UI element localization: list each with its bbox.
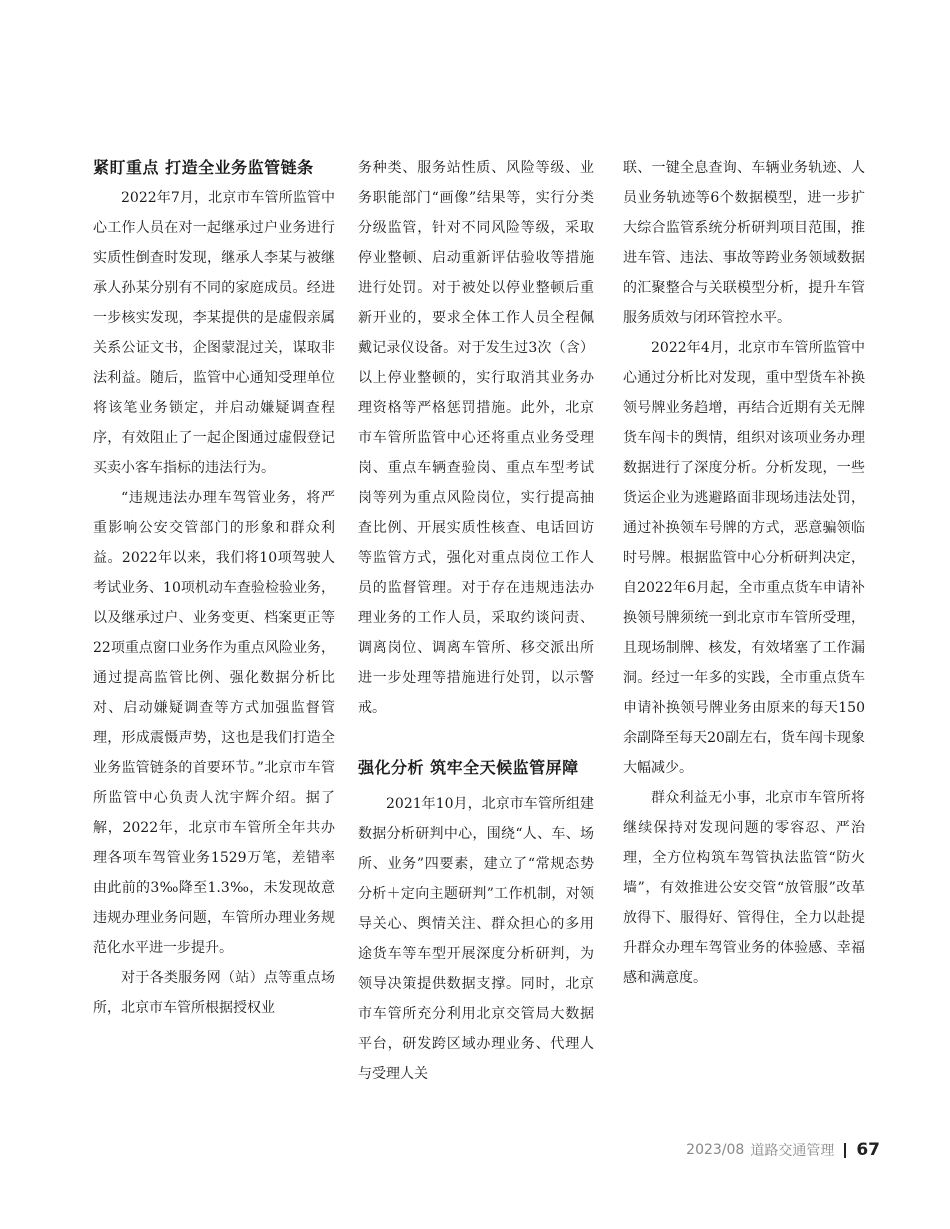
page-number: 67 <box>856 1140 880 1160</box>
paragraph: 对于各类服务网（站）点等重点场所，北京市车管所根据授权业 <box>93 970 335 1016</box>
article-column-3 <box>623 153 865 993</box>
paragraph: 2021年10月，北京市车管所组建数据分析研判中心，围绕“人、车、场所、业务”四要素，建立了“常规态势分析＋定向主题研判”工作机制，对领导关心、舆情关注、群众担心的多用途货车等车型开展深度分析研判，为领导决策提供数据支撑。同时，北京市车管所充分利用北京交管局大数据平台，研发跨区域办理业务、代理人与受理人关 <box>358 796 594 1082</box>
paragraph-continuation: 务种类、服务站性质、风险等级、业务职能部门“画像”结果等，实行分类分级监管，针对不同风险等级，采取停业整顿、启动重新评估验收等措施进行处罚。对于被处以停业整顿后重新开业的，要求全体工作人员全程佩戴记录仪设备。对于发生过3次（含）以上停业整顿的，实行取消其业务办理资格等严格惩罚措施。此外，北京市车管所监管中心还将重点业务受理岗、重点车辆查验岗、重点车型考试岗等列为重点风险岗位，实行提高抽查比例、开展实质性核查、电话回访等监管方式，强化对重点岗位工作人员的监督管理。对于存在违规违法办理业务的工作人员，采取约谈问责、调离岗位、调离车管所、移交派出所进一步处理等措施进行处罚，以示警戒。 <box>358 160 594 716</box>
section-heading-2: 强化分析 筑牢全天候监管屏障 <box>358 758 579 777</box>
paragraph-continuation: 联、一键全息查询、车辆业务轨迹、人员业务轨迹等6个数据模型，进一步扩大综合监管系统分析研判项目范围，推进车管、违法、事故等跨业务领域数据的汇聚整合与关联模型分析，提升车管服务质效与闭环管控水平。 <box>623 160 865 326</box>
article-column-2 <box>358 153 594 1089</box>
paragraph: 2022年7月，北京市车管所监管中心工作人员在对一起继承过户业务进行实质性倒查时发现，继承人李某与被继承人孙某分别有不同的家庭成员。经进一步核实发现，李某提供的是虚假亲属关系公证文书，企图蒙混过关，谋取非法利益。随后，监管中心通知受理单位将该笔业务锁定，并启动嫌疑调查程序，有效阻止了一起企图通过虚假登记买卖小客车指标的违法行为。 <box>93 190 335 476</box>
paragraph: 群众利益无小事，北京市车管所将继续保持对发现问题的零容忍、严治理，全方位构筑车驾管执法监管“防火墙”，有效推进公安交管“放管服”改革放得下、服得好、管得住，全力以赴提升群众办理车驾管业务的体验感、幸福感和满意度。 <box>623 790 865 986</box>
issue-date: 2023/08 <box>686 1142 745 1158</box>
paragraph: 2022年4月，北京市车管所监管中心通过分析比对发现，重中型货车补换领号牌业务趋增，再结合近期有关无牌货车闯卡的舆情，组织对该项业务办理数据进行了深度分析。分析发现，一些货运企业为逃避路面非现场违法处罚，通过补换领车号牌的方式，恶意骗领临时号牌。根据监管中心分析研判决定，自2022年6月起，全市重点货车申请补换领号牌须统一到北京市车管所受理，且现场制牌、核发，有效堵塞了工作漏洞。经过一年多的实践，全市重点货车申请补换领号牌业务由原来的每天150余副降至每天20副左右，货车闯卡现象大幅减少。 <box>623 340 865 776</box>
page-footer <box>686 1140 880 1160</box>
footer-divider <box>844 1143 846 1158</box>
magazine-title: 道路交通管理 <box>750 1143 835 1159</box>
article-column-1 <box>93 153 335 1023</box>
section-heading-1: 紧盯重点 打造全业务监管链条 <box>93 158 314 177</box>
paragraph: “违规违法办理车驾管业务，将严重影响公安交管部门的形象和群众利益。2022年以来，我们将10项驾驶人考试业务、10项机动车查验检验业务，以及继承过户、业务变更、档案更正等22项重点窗口业务作为重点风险业务，通过提高监管比例、强化数据分析比对、启动嫌疑调查等方式加强监督管理，形成震慑声势，这也是我们打造全业务监管链条的首要环节。”北京市车管所监管中心负责人沈宇辉介绍。据了解，2022年，北京市车管所全年共办理各项车驾管业务1529万笔，差错率由此前的3‰降至1.3‰，未发现故意违规办理业务问题，车管所办理业务规范化水平进一步提升。 <box>93 490 335 956</box>
